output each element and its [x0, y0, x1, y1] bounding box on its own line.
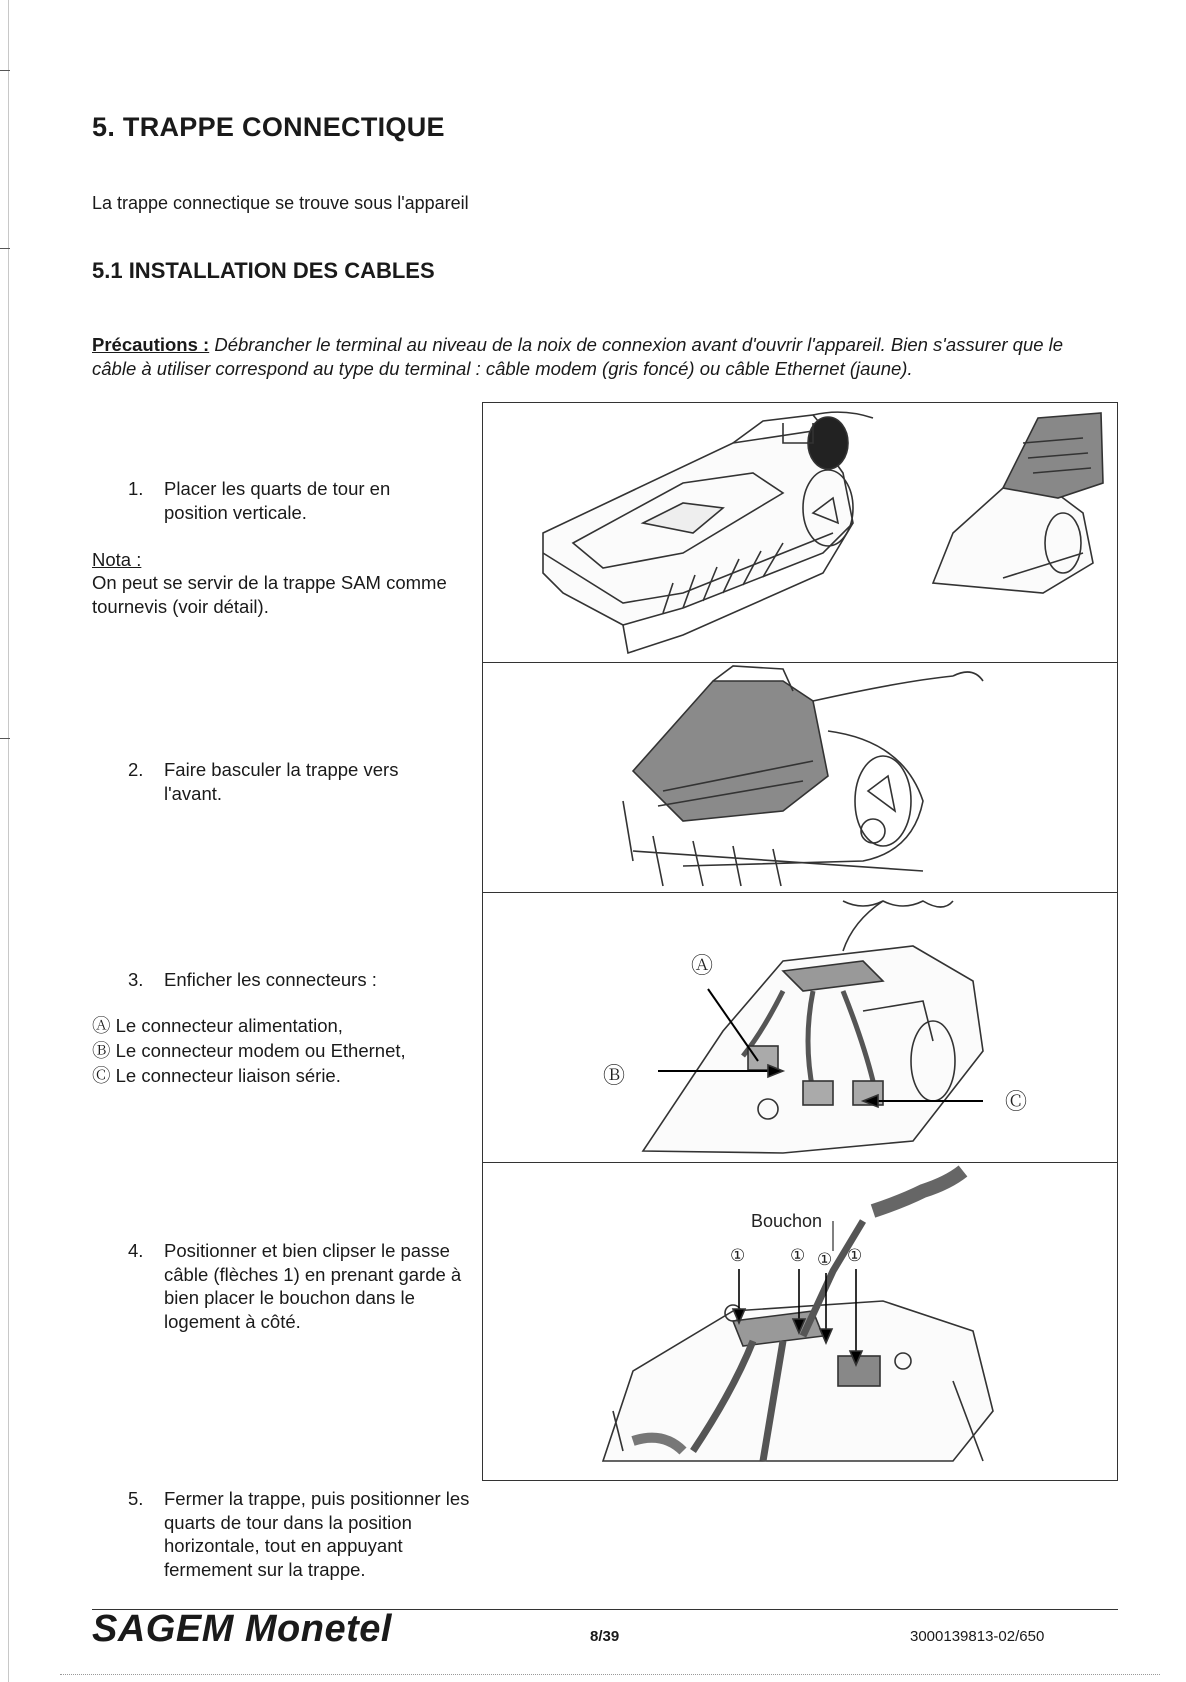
- nota-label: Nota :: [92, 549, 142, 570]
- step-text: Fermer la trappe, puis positionner les quarts de tour dans la position horizontale, tout en appuyant fermement sur la trappe.: [164, 1488, 470, 1580]
- step-text: Placer les quarts de tour en position verticale.: [164, 478, 391, 523]
- step-number: 2.: [128, 759, 144, 780]
- margin-tick: [0, 70, 10, 71]
- figure-step-1: [483, 403, 1117, 663]
- step-text: Faire basculer la trappe vers l'avant.: [164, 759, 399, 804]
- step-text: Enficher les connecteurs :: [164, 969, 377, 990]
- step-2: [128, 758, 428, 805]
- arrow-one-label: ①: [847, 1246, 863, 1266]
- arrow-one-label: ①: [790, 1246, 806, 1266]
- step-5: [128, 1487, 478, 1581]
- figure-step-3: [483, 891, 1117, 1163]
- precautions-paragraph: [92, 333, 1102, 381]
- bouchon-label: Bouchon: [751, 1211, 823, 1231]
- terminal-overview-illustration: [483, 403, 1117, 661]
- step-text: Positionner et bien clipser le passe câble (flèches 1) en prenant garde à bien placer le bouchon dans le logement à côté.: [164, 1240, 462, 1332]
- figure-step-4: [483, 1161, 1117, 1480]
- brand-logo: SAGEM Monetel: [92, 1608, 392, 1650]
- step-4: [128, 1239, 478, 1333]
- step-number: 4.: [128, 1240, 144, 1261]
- connector-a-item: Ⓐ Le connecteur alimentation,: [92, 1015, 343, 1036]
- step-number: 3.: [128, 969, 144, 990]
- figure-step-2: [483, 661, 1117, 893]
- arrow-one-label: ①: [817, 1250, 833, 1270]
- nota-text: On peut se servir de la trappe SAM comme tournevis (voir détail).: [92, 572, 447, 617]
- connectors-illustration: [483, 891, 1117, 1161]
- section-title: 5. TRAPPE CONNECTIQUE: [92, 112, 445, 142]
- page-number: 8/39: [590, 1628, 620, 1645]
- illustration-frame: [482, 402, 1118, 1481]
- scan-edge-dots: [60, 1674, 1160, 1675]
- label-b: Ⓑ: [603, 1064, 626, 1089]
- document-reference: 3000139813-02/650: [910, 1628, 1045, 1645]
- step-number: 5.: [128, 1488, 144, 1509]
- section-intro: La trappe connectique se trouve sous l'appareil: [92, 193, 469, 213]
- precautions-text: Débrancher le terminal au niveau de la noix de connexion avant d'ouvrir l'appareil. Bien s'assurer que le câble à utiliser correspond au type du terminal : câble modem (gris foncé) ou câble Ethernet (jaune).: [92, 334, 1064, 379]
- margin-tick: [0, 248, 10, 249]
- connector-c-item: Ⓒ Le connecteur liaison série.: [92, 1065, 341, 1086]
- step-number: 1.: [128, 478, 144, 499]
- trap-tilted-illustration: [483, 661, 1117, 891]
- label-c: Ⓒ: [1005, 1090, 1028, 1115]
- arrow-one-label: ①: [730, 1246, 746, 1266]
- cable-clip-illustration: [483, 1161, 1117, 1477]
- margin-tick: [0, 738, 10, 739]
- step-3: [128, 968, 468, 992]
- connector-list: [92, 1013, 406, 1088]
- precautions-label: Précautions :: [92, 334, 210, 355]
- label-a: Ⓐ: [691, 954, 714, 979]
- step-1: [128, 477, 428, 524]
- subsection-title: 5.1 INSTALLATION DES CABLES: [92, 258, 435, 283]
- connector-b-item: Ⓑ Le connecteur modem ou Ethernet,: [92, 1040, 406, 1061]
- page-margin-line: [8, 0, 9, 1682]
